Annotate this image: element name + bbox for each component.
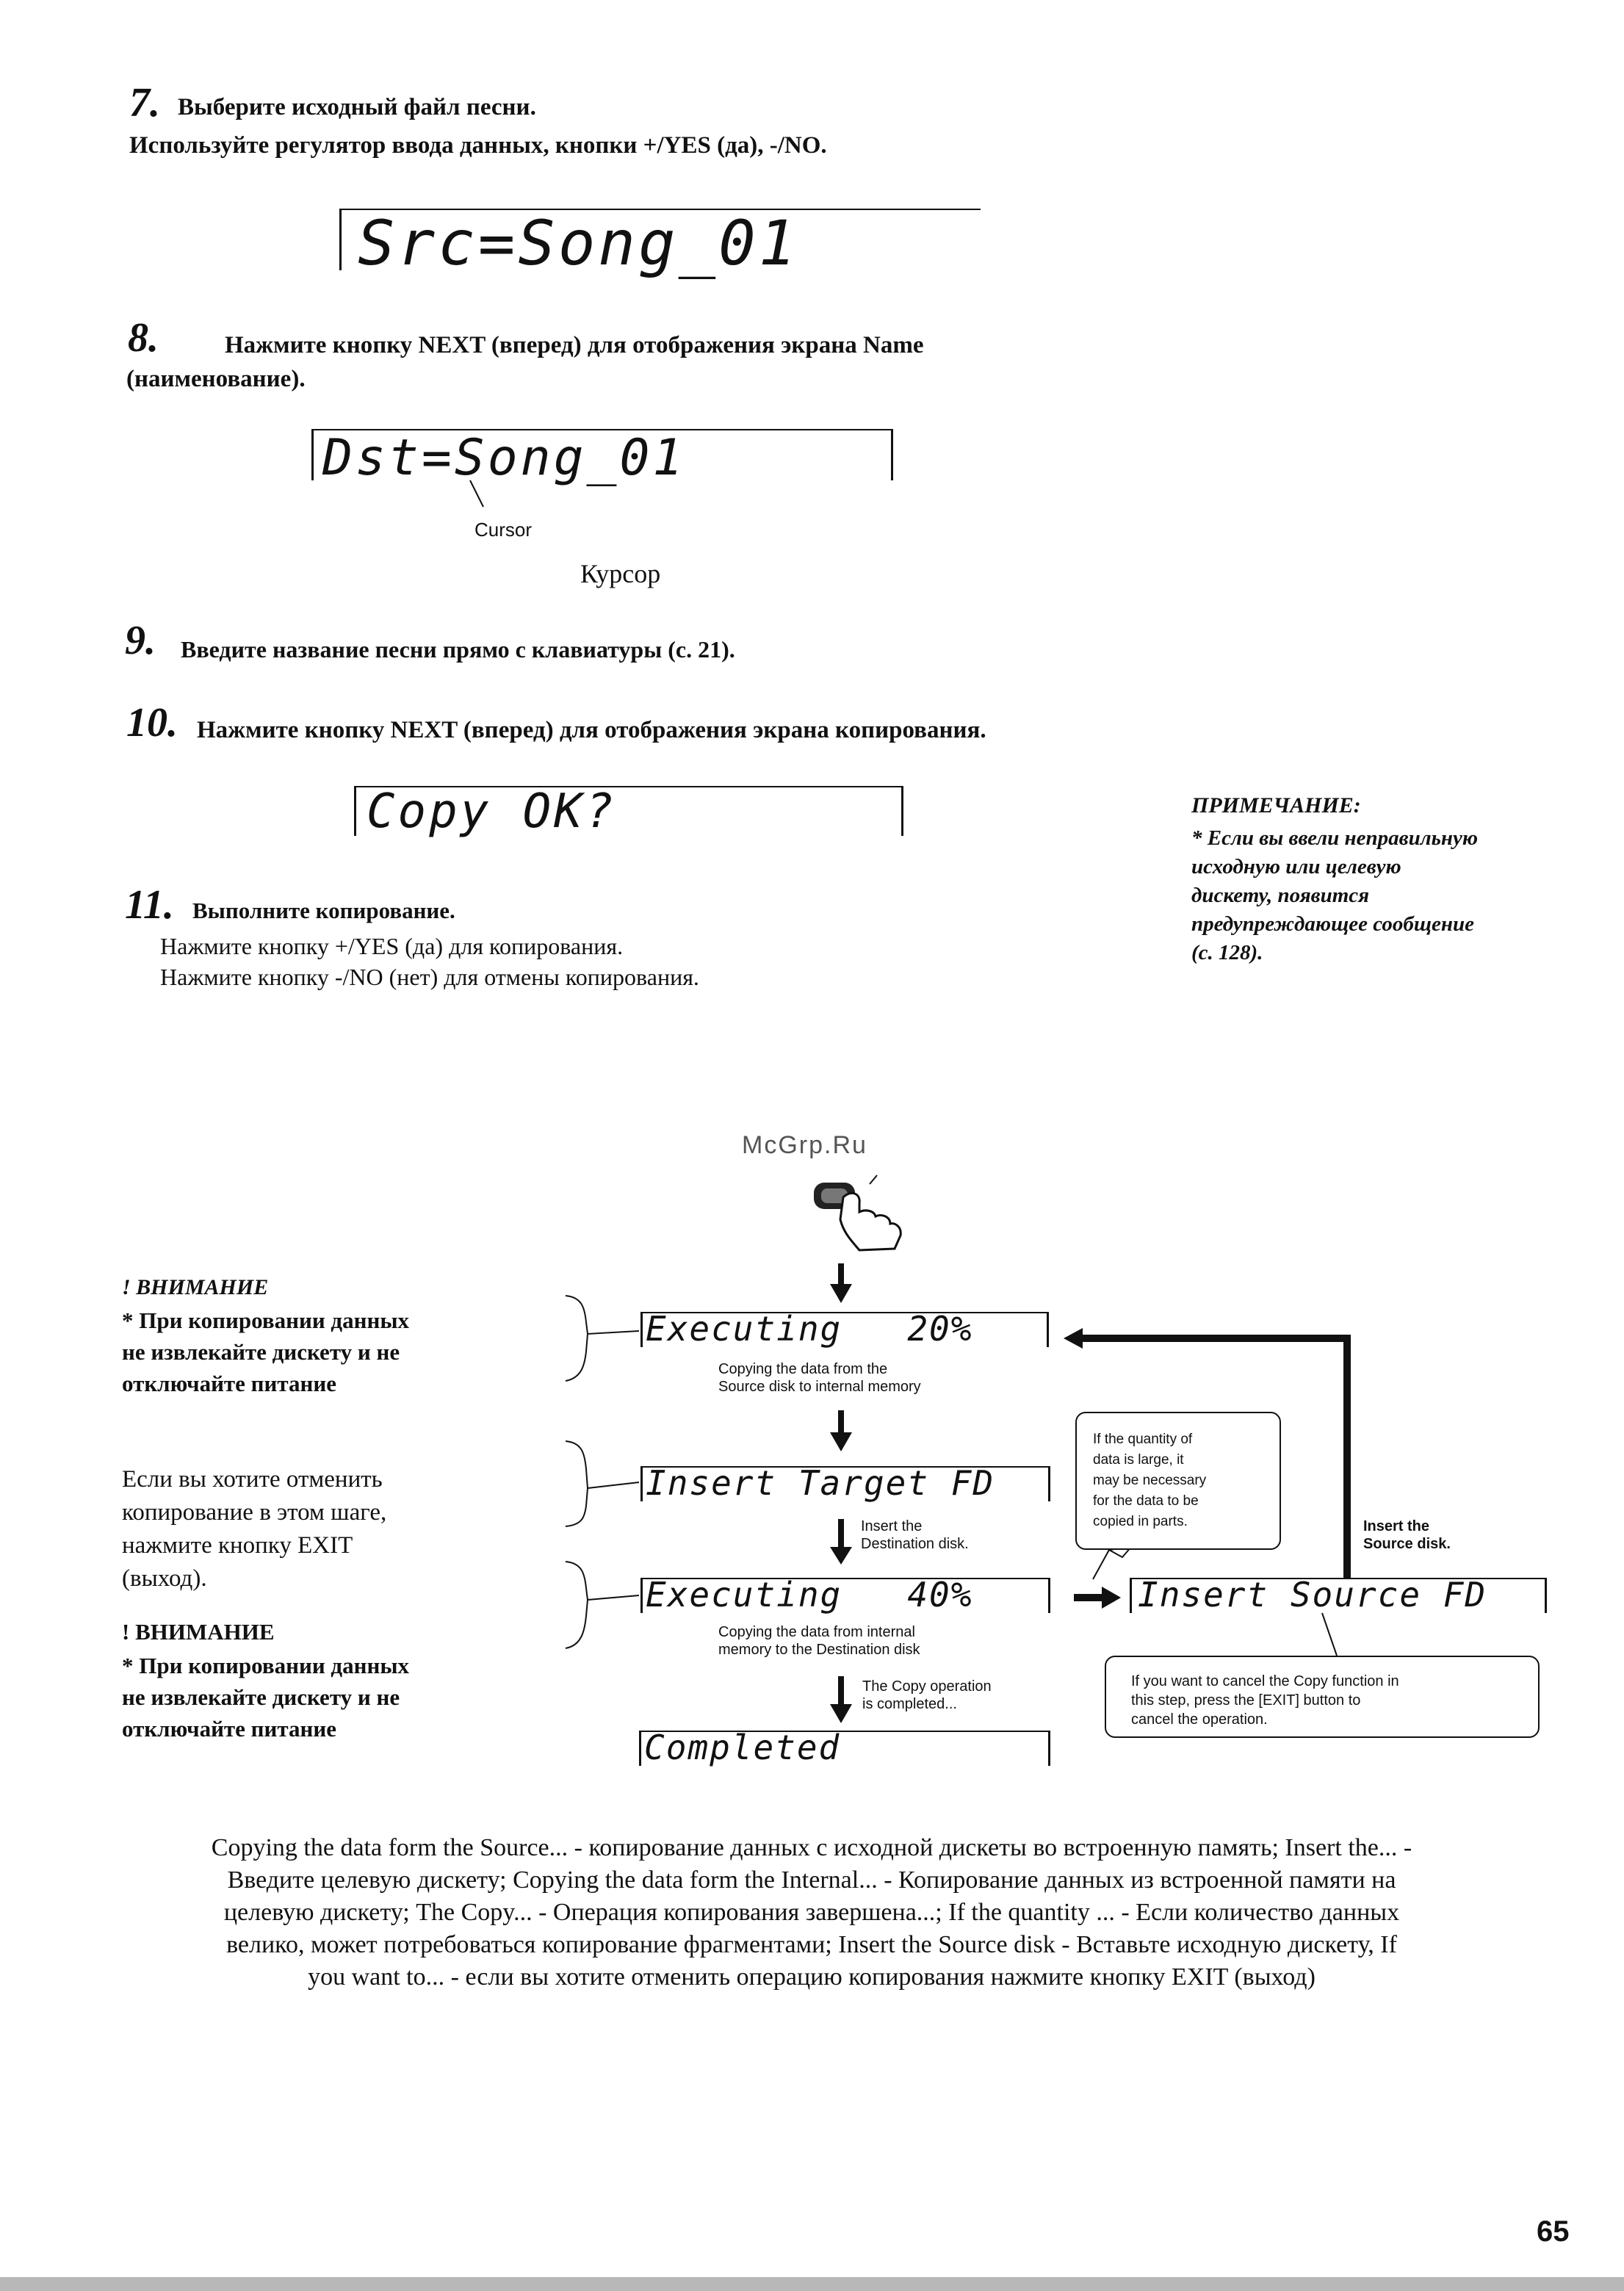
- label-insert-source-disk: [1363, 1518, 1451, 1553]
- lcd-insert-target-text: Insert Target FD: [646, 1463, 995, 1503]
- cursor-label-en: Cursor: [474, 519, 533, 541]
- step-9-text: Введите название песни прямо с клавиатуры (с. 21).: [181, 636, 735, 663]
- lcd-executing-20-text: Executing 20%: [646, 1309, 973, 1349]
- caption-line: Insert the: [861, 1518, 923, 1534]
- step-7-number: 7.: [129, 80, 160, 126]
- cancel-note-line: (выход).: [122, 1565, 207, 1592]
- lcd-src-text: Src=Song_01: [358, 207, 799, 279]
- step-8-text-cont: (наименование).: [126, 366, 306, 392]
- caption-line: Source disk to internal memory: [718, 1379, 921, 1395]
- caption-copy-internal: [718, 1623, 920, 1659]
- step-11-yes: Нажмите кнопку +/YES (да) для копирования.: [160, 933, 624, 959]
- lcd-completed: [639, 1728, 1050, 1767]
- step-10-number: 10.: [126, 700, 178, 746]
- cancel-note-line: Если вы хотите отменить: [122, 1466, 383, 1493]
- note-title: ПРИМЕЧАНИЕ:: [1191, 793, 1361, 818]
- warning1-line: не извлекайте дискету и не: [122, 1339, 400, 1365]
- callout-cancel: [1105, 1656, 1540, 1738]
- caption-line: The Copy operation: [862, 1678, 992, 1695]
- page-number: 65: [1537, 2215, 1570, 2248]
- lcd-executing-40: [640, 1575, 1050, 1614]
- note-line: предупреждающее сообщение: [1191, 912, 1475, 936]
- callout-line: copied in parts.: [1093, 1514, 1188, 1529]
- translation-line: you want to... - если вы хотите отменить операцию копирования нажмите кнопку EXIT (выход): [308, 1963, 1316, 1991]
- caption-copy-source: [718, 1360, 921, 1396]
- note-line: (с. 128).: [1191, 941, 1263, 964]
- lcd-dst-text: Dst=Song_01: [322, 429, 686, 487]
- note-line: исходную или целевую: [1191, 855, 1401, 878]
- step-9-number: 9.: [125, 618, 156, 663]
- caption-insert-destination: [861, 1518, 969, 1553]
- lcd-insert-source: [1130, 1575, 1547, 1614]
- callout-quantity-text: [1093, 1429, 1206, 1532]
- warning1-line: отключайте питание: [122, 1371, 336, 1396]
- caption-line: Copying the data from internal: [718, 1624, 915, 1640]
- step-10-text: Нажмите кнопку NEXT (вперед) для отображения экрана копирования.: [197, 717, 986, 743]
- callout-line: If the quantity of: [1093, 1432, 1193, 1447]
- note-line: * Если вы ввели неправильную: [1191, 826, 1478, 850]
- caption-copy-completed: [862, 1678, 992, 1713]
- callout-line: for the data to be: [1093, 1493, 1199, 1509]
- caption-line: is completed...: [862, 1696, 957, 1712]
- step-11-number: 11.: [125, 882, 174, 928]
- watermark: McGrp.Ru: [742, 1131, 867, 1159]
- caption-line: Destination disk.: [861, 1536, 969, 1552]
- caption-line: memory to the Destination disk: [718, 1642, 920, 1658]
- cancel-note-line: копирование в этом шаге,: [122, 1499, 387, 1526]
- warning2-line: не извлекайте дискету и не: [122, 1684, 400, 1710]
- step-8-number: 8.: [128, 315, 159, 361]
- warning1-line: * При копировании данных: [122, 1307, 410, 1333]
- label-line: Insert the: [1363, 1518, 1430, 1534]
- translation-line: Введите целевую дискету; Copying the data form the Internal... - Копирование данных из встроенной памяти на: [227, 1866, 1396, 1894]
- callout-line: cancel the operation.: [1131, 1711, 1268, 1728]
- lcd-insert-target: [640, 1463, 1050, 1503]
- warning1-title: ! ВНИМАНИЕ: [122, 1275, 269, 1299]
- step-11-no: Нажмите кнопку -/NO (нет) для отмены копирования.: [160, 964, 699, 990]
- lcd-copy-text: Copy OK?: [367, 784, 617, 839]
- note-line: дискету, появится: [1191, 884, 1370, 907]
- label-line: Source disk.: [1363, 1536, 1451, 1552]
- warning2-line: отключайте питание: [122, 1716, 336, 1742]
- callout-line: may be necessary: [1093, 1473, 1207, 1488]
- step-11-title: Выполните копирование.: [192, 898, 455, 923]
- callout-cancel-text: [1131, 1672, 1399, 1729]
- lcd-executing-40-text: Executing 40%: [646, 1575, 973, 1614]
- translation-line: целевую дискету; The Copy... - Операция копирования завершена...; If the quantity ... - Если количество данных: [223, 1899, 1400, 1926]
- callout-line: data is large, it: [1093, 1452, 1184, 1468]
- lcd-executing-20: [640, 1309, 1049, 1349]
- lcd-completed-text: Completed: [644, 1728, 841, 1767]
- callout-line: If you want to cancel the Copy function in: [1131, 1673, 1399, 1689]
- warning2-title: ! ВНИМАНИЕ: [122, 1619, 275, 1645]
- caption-line: Copying the data from the: [718, 1361, 888, 1377]
- step-7-title: Выберите исходный файл песни.: [178, 94, 536, 120]
- cursor-label-ru: Курсор: [580, 559, 661, 588]
- lcd-insert-source-text: Insert Source FD: [1138, 1575, 1487, 1614]
- translation-line: велико, может потребоваться копирование фрагментами; Insert the Source disk - Вставьте исходную дискету, If: [226, 1931, 1397, 1958]
- callout-quantity: [1075, 1412, 1281, 1550]
- warning2-line: * При копировании данных: [122, 1653, 410, 1678]
- translation-line: Copying the data form the Source... - копирование данных с исходной дискеты во встроенную память; Insert the... -: [211, 1834, 1412, 1861]
- cancel-note-line: нажмите кнопку EXIT: [122, 1532, 353, 1559]
- translation-paragraph: [95, 1832, 1528, 1994]
- step-8-text: Нажмите кнопку NEXT (вперед) для отображения экрана Name: [225, 332, 924, 358]
- step-7-instruction: Используйте регулятор ввода данных, кнопки +/YES (да), -/NO.: [129, 132, 827, 159]
- callout-line: this step, press the [EXIT] button to: [1131, 1692, 1361, 1709]
- bottom-edge: [0, 2277, 1624, 2291]
